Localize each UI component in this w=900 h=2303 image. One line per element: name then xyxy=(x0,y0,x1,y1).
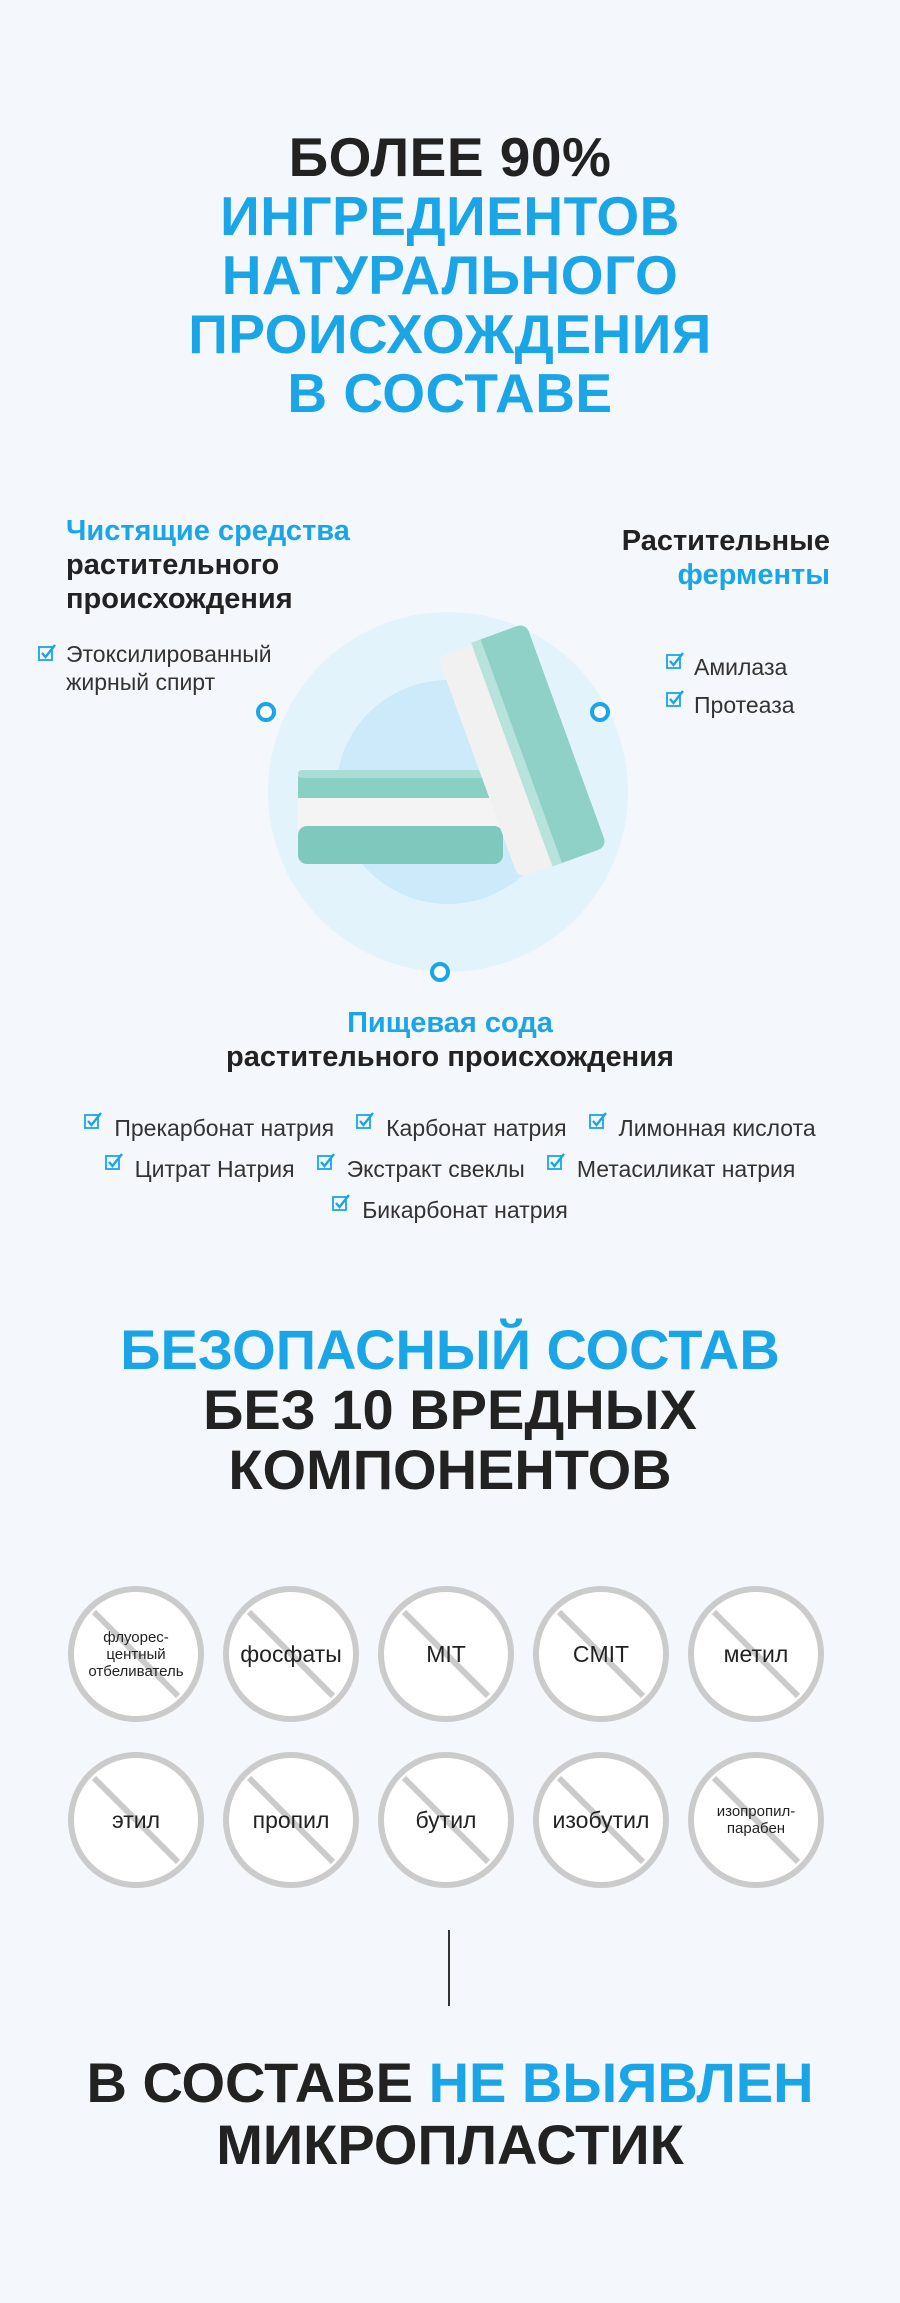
excluded-item xyxy=(223,1752,359,1888)
microplastic-line-1-dark: В СОСТАВЕ xyxy=(86,2051,429,2114)
soda-item: Карбонат натрия xyxy=(386,1115,567,1141)
divider-line xyxy=(448,1930,450,2006)
list-item xyxy=(84,1108,334,1149)
checkbox-check-icon xyxy=(84,1112,102,1130)
excluded-item xyxy=(378,1586,514,1722)
headline-line-2: ИНГРЕДИЕНТОВ xyxy=(220,185,680,247)
excluded-label: этил xyxy=(111,1806,161,1833)
list-item xyxy=(317,1149,525,1190)
list-item xyxy=(332,1190,568,1231)
checkbox-check-icon xyxy=(105,1153,123,1171)
list-item xyxy=(105,1149,295,1190)
checkbox-check-icon xyxy=(356,1112,374,1130)
headline-line-4: ПРОИСХОЖДЕНИЯ xyxy=(188,303,712,365)
microplastic-line-1-blue: НЕ ВЫЯВЛЕН xyxy=(428,2051,814,2114)
soda-item: Бикарбонат натрия xyxy=(362,1197,568,1223)
excluded-label: изопропил- парабен xyxy=(716,1803,796,1837)
checkbox-check-icon xyxy=(332,1194,350,1212)
checkbox-check-icon xyxy=(317,1153,335,1171)
cleaners-title-dark-2: происхождения xyxy=(66,583,293,615)
excluded-item xyxy=(688,1586,824,1722)
cleaners-item-2: жирный спирт xyxy=(66,669,216,695)
safe-title-line-2: БЕЗ 10 ВРЕДНЫХ xyxy=(203,1378,697,1441)
excluded-label: флуорес- центный отбеливатель xyxy=(88,1628,184,1680)
cleaners-title-blue: Чистящие средства xyxy=(66,515,350,547)
safe-title-line-1: БЕЗОПАСНЫЙ СОСТАВ xyxy=(120,1318,780,1381)
soda-title-dark: растительного происхождения xyxy=(226,1041,674,1073)
cleaners-item-1: Этоксилированный xyxy=(66,641,272,667)
connector-dot-right xyxy=(590,702,610,722)
soda-row-1 xyxy=(0,1108,900,1149)
list-item xyxy=(666,686,795,724)
soda-item: Экстракт свеклы xyxy=(346,1156,525,1182)
checkbox-check-icon xyxy=(666,652,684,670)
soda-item: Цитрат Натрия xyxy=(134,1156,295,1182)
excluded-label: бутил xyxy=(415,1806,477,1833)
excluded-label: метил xyxy=(723,1640,789,1667)
excluded-label: изобутил xyxy=(552,1806,650,1833)
enzymes-title-blue: ферменты xyxy=(677,559,830,591)
excluded-item xyxy=(533,1586,669,1722)
cleaners-title-dark-1: растительного xyxy=(66,549,280,581)
excluded-item xyxy=(68,1752,204,1888)
excluded-item xyxy=(533,1752,669,1888)
list-item xyxy=(356,1108,566,1149)
soda-item: Прекарбонат натрия xyxy=(114,1115,335,1141)
excluded-label: пропил xyxy=(252,1806,330,1833)
enzymes-list xyxy=(666,648,795,724)
safe-title xyxy=(0,1320,900,1500)
headline-line-3: НАТУРАЛЬНОГО xyxy=(221,244,679,306)
soda-row-2 xyxy=(0,1149,900,1190)
headline xyxy=(0,128,900,423)
safe-title-line-3: КОМПОНЕНТОВ xyxy=(228,1438,672,1501)
microplastic-title xyxy=(0,2052,900,2176)
connector-dot-left xyxy=(256,702,276,722)
soda-title xyxy=(0,1006,900,1074)
connector-dot-bottom xyxy=(430,962,450,982)
tablets-illustration xyxy=(268,612,628,972)
checkbox-check-icon xyxy=(38,644,56,662)
soda-item: Лимонная кислота xyxy=(618,1115,816,1141)
list-item xyxy=(547,1149,796,1190)
list-item xyxy=(666,648,795,686)
list-item xyxy=(38,640,272,696)
excluded-item xyxy=(688,1752,824,1888)
headline-line-1: БОЛЕЕ 90% xyxy=(288,126,612,188)
excluded-label: фосфаты xyxy=(240,1640,342,1667)
soda-list xyxy=(0,1108,900,1231)
enzymes-item-2: Протеаза xyxy=(694,692,795,718)
enzymes-title-dark: Растительные xyxy=(621,525,830,557)
excluded-item xyxy=(223,1586,359,1722)
checkbox-check-icon xyxy=(589,1112,607,1130)
excluded-item xyxy=(68,1586,204,1722)
cleaners-list xyxy=(38,640,272,696)
headline-line-5: В СОСТАВЕ xyxy=(287,362,613,424)
checkbox-check-icon xyxy=(547,1153,565,1171)
excluded-label: CMIT xyxy=(572,1640,630,1667)
excluded-item xyxy=(378,1752,514,1888)
soda-item: Метасиликат натрия xyxy=(576,1156,796,1182)
tablets-image xyxy=(268,612,628,972)
microplastic-line-2: МИКРОПЛАСТИК xyxy=(216,2113,684,2176)
list-item xyxy=(589,1108,816,1149)
soda-title-blue: Пищевая сода xyxy=(347,1007,553,1039)
enzymes-title xyxy=(622,524,830,592)
excluded-label: MIT xyxy=(426,1640,466,1667)
checkbox-check-icon xyxy=(666,690,684,708)
enzymes-item-1: Амилаза xyxy=(694,654,788,680)
cleaners-title xyxy=(66,514,350,616)
soda-row-3 xyxy=(0,1190,900,1231)
